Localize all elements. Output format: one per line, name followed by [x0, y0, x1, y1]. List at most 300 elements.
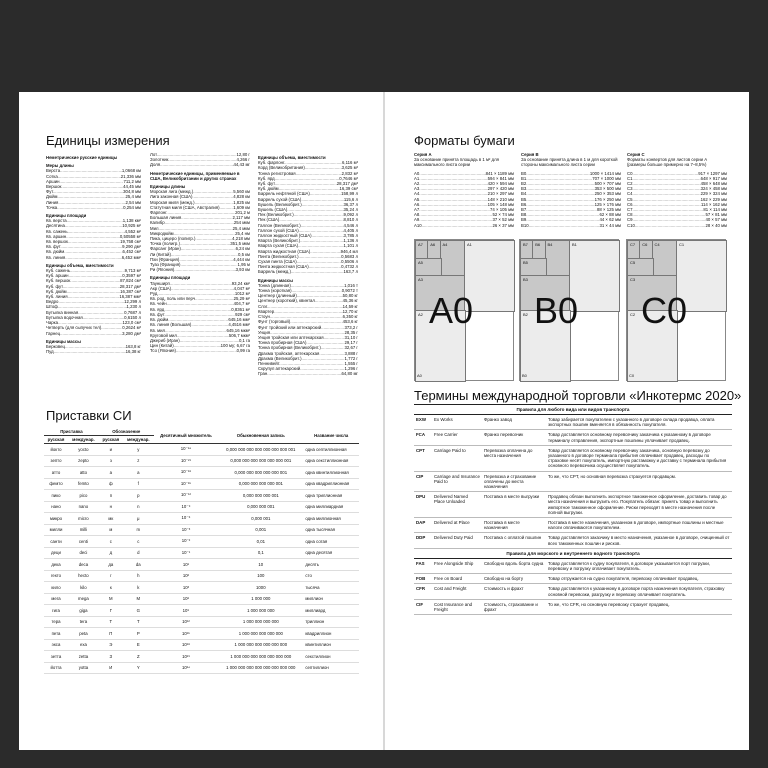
table-cell: 0,001: [218, 524, 303, 536]
si-prefixes-title: Приставки СИ: [46, 408, 132, 423]
format-label: C6: [642, 242, 648, 247]
list-item: [258, 269, 358, 274]
item-label: B3 .....: [521, 186, 595, 191]
item-value: 1,016 т: [344, 282, 358, 288]
item-label: Дюйм .....: [46, 194, 126, 199]
item-label: C6 .....: [627, 202, 701, 207]
table-cell: миллион: [303, 593, 359, 605]
table-cell: Продавец обязан выполнить экспортное таможенное оформление, доставить товар до места назначения и выгрузить его. Покупатель обязан: принять товар и выполнить импортное таможенное оформление. Риски переходят в месте назначения после полной выгрузки.: [546, 492, 732, 518]
col-header: русская: [44, 436, 68, 444]
table-cell: 10⁻²: [154, 536, 219, 548]
table-cell: миллиард: [303, 605, 359, 617]
table-cell: Товар доставляется основному перевозчику заказчика, основную перевозку до указанного в договоре терминала прибытия оплачивает продавец, расходы по страховке несёт покупатель, импортную растаможку и доставку с терминала прибытия основного перевозчика осуществляет покупатель.: [546, 445, 732, 471]
list-item: [150, 267, 250, 272]
item-value: 453,6 кг: [342, 319, 358, 325]
item-label: C3 .....: [627, 186, 701, 191]
table-row: [44, 559, 359, 571]
table-row: [44, 478, 359, 490]
table-cell: тысяча: [303, 582, 359, 594]
table-cell: CFR: [414, 584, 432, 599]
table-cell: a: [123, 467, 154, 479]
item-value: 3,280 дм³: [122, 330, 141, 336]
format-label: C7: [630, 242, 636, 247]
table-cell: FCA: [414, 430, 432, 445]
table-cell: CIP: [414, 471, 432, 492]
table-cell: 10: [218, 559, 303, 571]
item-value: 1,95 м: [237, 262, 250, 268]
table-cell: 1 000 000 000 000 000 000 000 000: [218, 662, 303, 674]
item-value: 158,99 л: [341, 191, 358, 197]
table-cell: 10⁻³: [154, 524, 219, 536]
table-cell: к: [99, 582, 123, 594]
format-label: A7: [418, 242, 423, 247]
format-label: B2: [523, 312, 528, 317]
table-cell: k: [123, 582, 154, 594]
table-cell: 10¹⁵: [154, 628, 219, 640]
item-value: 3,785 л: [343, 233, 358, 239]
format-label: B0: [522, 373, 527, 378]
item-label: Куб. дюйм .....: [46, 289, 120, 294]
table-cell: Перевозка и страхование оплачены до места назначения: [482, 471, 546, 492]
item-label: A6 .....: [414, 202, 488, 207]
item-label: Тонна регистровая .....: [258, 171, 342, 176]
item-label: B5 .....: [521, 197, 595, 202]
item-label: Большая линия .....: [150, 215, 232, 220]
item-label: Слэг .....: [258, 304, 343, 309]
table-cell: Товар доставляется основному перевозчику заказчика к указанному в договоре терминалу отправления, экспортные пошлины уплачивает продавец.: [546, 430, 732, 445]
table-row: [44, 593, 359, 605]
table-cell: Свободно на борту: [482, 574, 546, 584]
item-value: 210 × 297 мм: [487, 191, 514, 197]
item-value: 10,925 м²: [122, 223, 141, 229]
table-cell: 0,01: [218, 536, 303, 548]
table-cell: 10⁻¹²: [154, 490, 219, 502]
item-value: 57 × 81 мм: [705, 212, 727, 218]
item-label: Цин (Китай) .....: [150, 343, 221, 348]
format-label: C2: [630, 312, 636, 317]
table-cell: M: [123, 593, 154, 605]
table-cell: сто: [303, 570, 359, 582]
table-cell: с: [99, 536, 123, 548]
item-value: 4,047 м²: [233, 285, 250, 291]
item-label: Аршин .....: [46, 179, 123, 184]
item-label: Кв. аршин .....: [46, 234, 120, 239]
table-cell: FOB: [414, 574, 432, 584]
table-cell: deca: [68, 559, 99, 571]
table-cell: 10²⁴: [154, 662, 219, 674]
page-fold: [383, 92, 385, 750]
left-page: [19, 92, 383, 750]
table-cell: Поставка с оплатой пошлин: [482, 533, 546, 548]
item-label: Гран .....: [258, 371, 342, 376]
item-value: 31,10 г: [344, 334, 358, 340]
table-cell: 10⁻⁶: [154, 513, 219, 525]
item-value: 645,16 мм²: [228, 317, 250, 323]
table-cell: одна сотая: [303, 536, 359, 548]
table-cell: милли: [44, 524, 68, 536]
format-label: C3: [630, 277, 636, 282]
table-cell: 10⁻⁹: [154, 501, 219, 513]
item-value: 4,405 л: [343, 227, 358, 233]
table-row: [44, 616, 359, 628]
item-value: 353 × 500 мм: [594, 186, 621, 192]
section-heading: Единицы массы: [258, 277, 293, 283]
item-value: 404,7 м²: [233, 301, 250, 307]
format-label: B5: [523, 259, 528, 265]
item-label: Пинта жидкостная (США) .....: [258, 264, 341, 269]
table-cell: EXW: [414, 415, 432, 430]
item-label: Квартер .....: [258, 309, 343, 314]
item-value: 25,29 м²: [233, 296, 250, 302]
table-cell: yocto: [68, 444, 99, 456]
table-cell: зепто: [44, 455, 68, 467]
item-label: Центнер (длинный) .....: [258, 293, 343, 298]
item-label: Лот .....: [150, 152, 236, 157]
item-value: 250 × 353 мм: [594, 191, 621, 197]
incoterm-row: [414, 533, 732, 548]
item-value: 2,117 мм: [232, 215, 250, 221]
incoterms-title: Термины международной торговли «Инкотермс 2020»: [414, 388, 742, 403]
item-label: A8 .....: [414, 212, 492, 217]
table-row: [44, 467, 359, 479]
table-cell: mega: [68, 593, 99, 605]
table-cell: nano: [68, 501, 99, 513]
item-label: A0 .....: [414, 171, 486, 176]
item-value: 3,888 г: [344, 350, 358, 356]
table-cell: CPT: [414, 445, 432, 471]
table-cell: T: [123, 616, 154, 628]
table-cell: n: [123, 501, 154, 513]
item-label: C1 .....: [627, 176, 701, 181]
item-label: Сухая пинта (США) .....: [258, 259, 341, 264]
item-value: 100 му; 6,67 га: [220, 343, 250, 349]
table-cell: г: [99, 570, 123, 582]
item-value: 1,555 г: [344, 360, 358, 366]
table-cell: 0,000 000 000 001: [218, 490, 303, 502]
table-cell: Свободно вдоль борта судна: [482, 558, 546, 573]
item-value: 201,2 м: [235, 210, 250, 216]
item-value: 12,299 л: [124, 299, 141, 305]
item-label: Куб. ярд .....: [258, 176, 339, 181]
item-label: Куб. сажень .....: [46, 268, 125, 273]
incoterm-row: [414, 445, 732, 471]
item-label: C8 .....: [627, 212, 705, 217]
item-label: Кв. вершок .....: [46, 239, 120, 244]
series-c-diagram: [626, 239, 726, 381]
item-value: 4,552 м²: [124, 228, 141, 234]
item-value: 44 × 62 мм: [599, 217, 621, 223]
item-value: 162 × 229 мм: [700, 196, 727, 202]
item-label: A3 .....: [414, 186, 488, 191]
item-label: Ри (Япония) .....: [150, 267, 236, 272]
table-cell: Cost Insurance and Freight: [432, 599, 482, 614]
table-cell: h: [123, 570, 154, 582]
item-value: 25,4 мкм: [232, 225, 250, 231]
item-label: B6 .....: [521, 202, 595, 207]
table-cell: Free on Board: [432, 574, 482, 584]
table-cell: z: [123, 455, 154, 467]
item-label: C5 .....: [627, 197, 701, 202]
format-label: A1: [467, 242, 472, 247]
col-header: междунар.: [123, 436, 154, 444]
table-cell: exa: [68, 639, 99, 651]
col-header: Обыкновенная запись: [218, 428, 303, 444]
item-value: 25,4 мм: [125, 194, 141, 200]
table-cell: кило: [44, 582, 68, 594]
incoterms-table: [414, 404, 732, 615]
item-value: 0,6150 л: [124, 314, 141, 320]
table-cell: йокто: [44, 444, 68, 456]
table-row: [44, 524, 359, 536]
format-label: A6: [430, 242, 436, 247]
table-cell: Поставка в месте выгрузки: [482, 492, 546, 518]
item-label: Таунширп .....: [150, 281, 232, 286]
format-label: A2: [418, 312, 423, 317]
table-cell: P: [123, 628, 154, 640]
table-row: [44, 455, 359, 467]
item-value: 4,218 мм: [232, 236, 250, 242]
item-value: 28 × 40 мм: [705, 222, 727, 228]
table-cell: 0,1: [218, 547, 303, 559]
item-value: 1,101 л: [343, 243, 358, 249]
table-cell: 10⁻²¹: [154, 455, 219, 467]
incoterm-row: [414, 415, 732, 430]
item-value: 0,4732 л: [341, 264, 358, 270]
format-label: B4: [547, 242, 553, 247]
item-label: Баррель сухой (США) .....: [258, 197, 344, 202]
item-value: 88 × 125 мм: [597, 207, 621, 213]
item-label: Доля .....: [150, 162, 234, 167]
col-header: междунар.: [68, 436, 99, 444]
table-cell: одна септиллионная: [303, 444, 359, 456]
item-label: Стоун .....: [258, 314, 343, 319]
table-cell: з: [99, 455, 123, 467]
incoterm-row: [414, 558, 732, 573]
table-cell: гекто: [44, 570, 68, 582]
table-cell: и: [99, 444, 123, 456]
col-header: Название числа: [303, 428, 359, 444]
big-format-label: C0: [641, 290, 688, 331]
table-cell: 0,000 000 000 000 000 000 001: [218, 455, 303, 467]
table-cell: пико: [44, 490, 68, 502]
item-label: A10 .....: [414, 223, 492, 228]
item-value: 0,254 мм: [123, 204, 141, 210]
table-cell: Франко завод: [482, 415, 546, 430]
item-label: Десятина .....: [46, 223, 122, 228]
table-cell: Поставка в месте назначения: [482, 518, 546, 533]
item-label: Штоф .....: [46, 304, 127, 309]
item-label: Кв. дюйм .....: [150, 317, 228, 322]
table-cell: да: [99, 559, 123, 571]
list-item: [150, 348, 250, 353]
item-value: 105 × 148 мм: [487, 201, 514, 207]
table-cell: 1000: [218, 582, 303, 594]
table-cell: мега: [44, 593, 68, 605]
table-cell: И: [99, 662, 123, 674]
item-value: 500 × 707 мм: [594, 181, 621, 187]
item-label: Фарсанг (Иран) .....: [150, 246, 236, 251]
item-label: Бушель (Великобрит.) .....: [258, 202, 344, 207]
format-region: [652, 240, 679, 277]
table-cell: П: [99, 628, 123, 640]
table-cell: Free Alongside Ship: [432, 558, 482, 573]
item-label: Бутылка винная .....: [46, 310, 124, 315]
item-value: 4,444 км: [233, 256, 250, 262]
item-label: Фут .....: [46, 189, 123, 194]
item-label: Тонна пробирная (Великобрит.) .....: [258, 345, 344, 350]
series-heading: Серия С: [627, 152, 645, 157]
table-cell: f: [123, 478, 154, 490]
item-value: 645,16 мкм²: [226, 327, 250, 333]
table-cell: Поставка в месте назначения, указанном в договоре, импортные пошлины и местные налоги оплачиваются покупателем.: [546, 518, 732, 533]
item-label: Пеннивейт .....: [258, 361, 344, 366]
item-label: Бушель (США) .....: [258, 207, 344, 212]
item-value: 711,2 мм: [123, 178, 141, 184]
table-cell: микро: [44, 513, 68, 525]
table-cell: c: [123, 536, 154, 548]
item-label: Туаз (Франция) .....: [150, 262, 237, 267]
item-value: 594 × 841 мм: [487, 175, 514, 181]
section-heading: Единицы объема, вместимости: [46, 262, 114, 268]
section-heading: Меры длины: [46, 163, 74, 169]
item-value: 1,136 л: [343, 238, 358, 244]
table-cell: tera: [68, 616, 99, 628]
table-cell: фемто: [44, 478, 68, 490]
item-label: Чарка .....: [46, 320, 123, 325]
item-label: Куб. дюйм .....: [258, 186, 340, 191]
item-value: 62 × 88 мм: [599, 212, 621, 218]
item-value: 351,5 мкм: [230, 241, 250, 247]
item-value: 50,80 кг: [342, 293, 358, 299]
item-label: A7 .....: [414, 207, 490, 212]
item-label: Скрупул аптекарский .....: [258, 366, 344, 371]
item-value: 0,7646 м³: [339, 175, 358, 181]
table-cell: септиллион: [303, 662, 359, 674]
item-label: Кв. фут .....: [46, 244, 122, 249]
list-item: [414, 223, 514, 228]
item-value: 44,43 мг: [233, 162, 250, 168]
table-cell: 10¹⁸: [154, 639, 219, 651]
table-cell: Г: [99, 605, 123, 617]
item-value: 25,4 нм: [235, 230, 250, 236]
table-cell: 10⁻²⁴: [154, 444, 219, 456]
table-cell: санти: [44, 536, 68, 548]
incoterm-row: [414, 430, 732, 445]
table-cell: zetta: [68, 651, 99, 663]
table-cell: Перевозка оплачена до места назначения: [482, 445, 546, 471]
table-cell: одна тысячная: [303, 524, 359, 536]
item-value: 163,7 л: [343, 269, 358, 275]
format-label: B6: [535, 242, 541, 247]
series-a-diagram: [414, 239, 514, 381]
item-label: C10 .....: [627, 223, 705, 228]
format-label: C0: [629, 373, 635, 378]
table-cell: Carriage and Insurance Paid to: [432, 471, 482, 492]
item-value: 254 мкм: [233, 220, 250, 226]
item-value: 176 × 250 мм: [594, 196, 621, 202]
paper-formats-title: Форматы бумаги: [414, 133, 515, 148]
item-label: Калибр .....: [150, 220, 234, 225]
item-label: Точка .....: [46, 205, 123, 210]
table-cell: 0,000 000 000 000 001: [218, 478, 303, 490]
item-value: 74 × 105 мм: [490, 207, 514, 213]
table-cell: Товар доставляется к указанному в договоре порта назначения покупателя, страховку основной перевозки, разгрузку и перевозку оплачивает покупатель.: [546, 584, 732, 599]
item-value: 0,50558 м²: [119, 233, 141, 239]
item-label: Пек (США) .....: [258, 217, 344, 222]
item-label: Пинта (Великобрит.) .....: [258, 254, 341, 259]
table-cell: zepto: [68, 455, 99, 467]
right-page: [394, 92, 749, 750]
table-row: [44, 628, 359, 640]
table-cell: μ: [123, 513, 154, 525]
item-value: 1,772 г: [344, 355, 358, 361]
item-label: Унция тройская или аптекарская .....: [258, 335, 344, 340]
table-row: [44, 513, 359, 525]
table-cell: а: [99, 467, 123, 479]
item-label: Кв. фут .....: [150, 312, 235, 317]
list-item: [521, 223, 621, 228]
series-b-diagram: [519, 239, 619, 381]
item-label: Ведро .....: [46, 299, 124, 304]
series-description: За основание принята длина в 1 м для короткой стороны максимального листа серии: [521, 157, 618, 168]
table-cell: G: [123, 605, 154, 617]
col-header: Обозначение: [99, 428, 154, 436]
table-row: [44, 605, 359, 617]
table-cell: FAS: [414, 558, 432, 573]
table-cell: Free Carrier: [432, 430, 482, 445]
item-label: Центнер (короткий), квинтал .....: [258, 298, 343, 303]
item-label: Золотник .....: [150, 157, 236, 162]
russian-units-column: [46, 152, 141, 354]
list-item: [46, 349, 141, 354]
item-value: 28,35 г: [344, 329, 358, 335]
item-value: 0,2624 м³: [122, 325, 141, 331]
item-value: 36,37 л: [343, 201, 358, 207]
series-description: Форматы конвертов для листов серии А (размеры больше примерно на 7–8,5%): [627, 157, 708, 168]
item-value: 12,80 г: [236, 152, 250, 157]
item-value: 4,4516 мм²: [228, 322, 250, 328]
table-cell: Carriage Paid to: [432, 445, 482, 471]
item-label: Галлон жидкостный (США) .....: [258, 233, 344, 238]
item-label: B10 .....: [521, 223, 599, 228]
list-item: [627, 223, 727, 228]
item-value: 6,24 км: [235, 246, 250, 252]
item-label: C4 .....: [627, 191, 701, 196]
table-cell: E: [123, 639, 154, 651]
item-label: Ли (Китай) .....: [150, 252, 238, 257]
table-cell: пета: [44, 628, 68, 640]
item-value: 163,8 кг: [125, 343, 141, 349]
table-cell: секстиллион: [303, 651, 359, 663]
table-cell: DAP: [414, 518, 432, 533]
item-label: Куб. фарлонг .....: [258, 160, 342, 165]
table-cell: 10⁻¹⁸: [154, 467, 219, 479]
item-label: B2 .....: [521, 181, 595, 186]
table-cell: М: [99, 593, 123, 605]
table-cell: одна миллиардная: [303, 501, 359, 513]
table-cell: н: [99, 501, 123, 513]
col-header: Приставка: [44, 428, 99, 436]
table-row: [44, 444, 359, 456]
foreign-units-column: [150, 152, 250, 354]
item-value: 373,2 г: [344, 324, 358, 330]
item-value: 4,546 л: [343, 222, 358, 228]
table-cell: одна триллионная: [303, 490, 359, 502]
item-label: A1 .....: [414, 176, 488, 181]
item-label: Морская миля (межд.) .....: [150, 200, 233, 205]
col-header: Десятичный множитель: [154, 428, 219, 444]
item-label: Акр (США) .....: [150, 286, 234, 291]
